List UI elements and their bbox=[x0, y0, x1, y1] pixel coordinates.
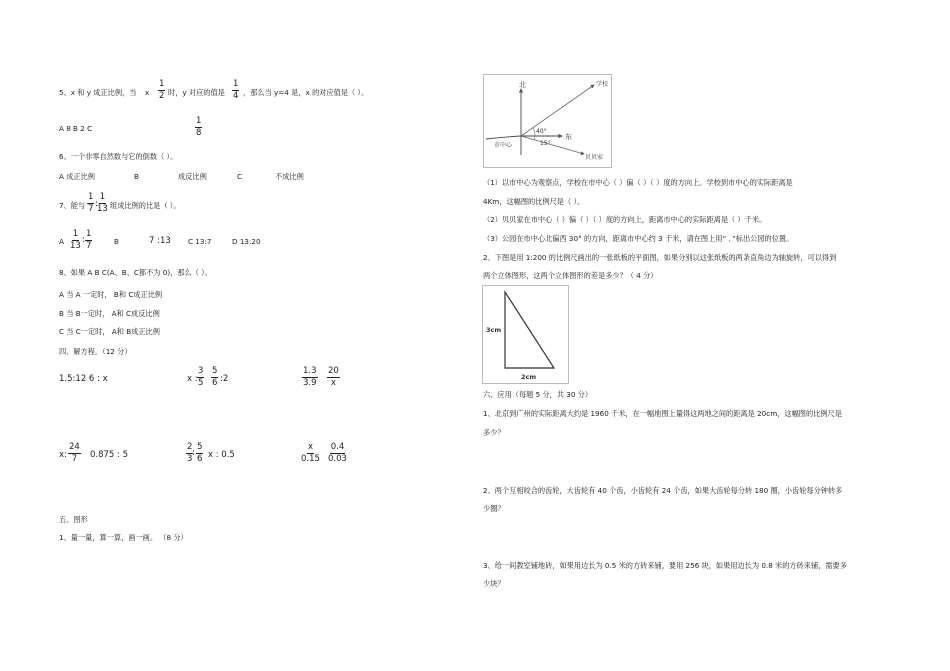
map-question-1: （1）以市中心为观察点，学校在市中心（ ）偏（ ）（ ）度的方向上。学校到市中心的实际距离是 bbox=[483, 178, 793, 187]
equation-2-rest: :2 bbox=[220, 374, 229, 384]
denominator: 3.9 bbox=[303, 377, 317, 388]
q5-fraction-1 bbox=[158, 80, 165, 100]
equation-6-fraction-1 bbox=[301, 443, 320, 463]
section-5-title: 五、图形 bbox=[59, 515, 88, 524]
denominator: 13 bbox=[97, 203, 108, 214]
q7-option-a-colon: : bbox=[82, 235, 85, 245]
denominator: 13 bbox=[70, 240, 81, 251]
equation-5-rest: x : 0.5 bbox=[208, 450, 235, 460]
angle-15-arc bbox=[534, 136, 535, 140]
denominator: 7 bbox=[71, 453, 78, 464]
map-question-3: （3）公园在市中心北偏西 30° 的方向，距离市中心约 3 千米，请在图上用“ ．”标出公园的位置。 bbox=[483, 234, 794, 243]
q8-option-a: A 当 A 一定时， B和 C成正比例 bbox=[59, 290, 163, 299]
numerator: 1.3 bbox=[303, 366, 317, 376]
equation-2-x: x : bbox=[187, 374, 198, 384]
map-question-2: （2）贝贝家在市中心（ ）偏（ ）（ ）度的方向上，距离市中心的实际距离是（ ）千米。 bbox=[483, 215, 767, 224]
q7-option-d: D 13:20 bbox=[232, 237, 261, 246]
q6-option-b: B bbox=[134, 172, 139, 181]
map-question-1-continued: 4Km，这幅图的比例尺是（ ）。 bbox=[483, 197, 585, 206]
q2-text-continued: 两个立体图形，这两个立体图形的差是多少？（ 4 分） bbox=[483, 271, 658, 280]
map-label-40-degrees: 40° bbox=[536, 128, 547, 135]
beibei-direction-line bbox=[521, 136, 584, 154]
map-label-east: 东 bbox=[565, 133, 572, 141]
equation-4-fraction bbox=[68, 443, 81, 463]
application-q1: 1、北京到广州的实际距离大约是 1960 千米，在一幅地图上量得这两地之间的距离是 20cm，这幅图的比例尺是 bbox=[483, 409, 842, 418]
numerator: 1 bbox=[88, 192, 94, 202]
denominator: 3 bbox=[187, 453, 193, 464]
application-q3: 3、给一间教室铺地砖，如果用边长为 0.5 米的方砖来铺，要用 256 块，如果用边长为 0.8 米的方砖来铺，需要多 bbox=[483, 561, 847, 570]
q7-option-a-fraction-2 bbox=[85, 230, 92, 250]
q7-text-a: 7、能与 bbox=[59, 201, 86, 210]
q7-text-b: 组成比例的比是（ ）。 bbox=[110, 201, 181, 210]
equation-1: 1.5:12 6 : x bbox=[59, 374, 108, 384]
angle-40-arc bbox=[533, 128, 535, 136]
denominator: 5 bbox=[198, 377, 204, 388]
numerator: 3 bbox=[198, 366, 204, 376]
q5-options: A 8 B 2 C bbox=[59, 124, 93, 133]
q7-fraction-1 bbox=[87, 193, 94, 213]
equation-3-fraction-2 bbox=[327, 367, 340, 387]
q5-fraction-2 bbox=[232, 80, 239, 100]
numerator: 24 bbox=[69, 442, 80, 452]
triangle-side-label: 3cm bbox=[486, 326, 502, 334]
q6-text: 6、一个非零自然数与它的倒数（ ）。 bbox=[59, 152, 178, 161]
numerator: 20 bbox=[328, 366, 339, 376]
q5-text-a: 5、x 和 y 成正比例，当 bbox=[59, 88, 137, 97]
denominator: x bbox=[330, 377, 336, 388]
numerator: 5 bbox=[197, 442, 203, 452]
section-6-title: 六、应用（每题 5 分，共 30 分） bbox=[483, 390, 593, 399]
numerator: 1 bbox=[99, 192, 106, 202]
denominator: 6 bbox=[212, 377, 218, 388]
numerator: 1 bbox=[72, 229, 79, 239]
map-label-school: 学校 bbox=[596, 81, 609, 88]
equation-2-fraction-2 bbox=[211, 367, 218, 387]
equation-2-fraction-1 bbox=[197, 367, 204, 387]
q7-option-a: A bbox=[59, 237, 64, 246]
direction-map-svg bbox=[484, 75, 611, 167]
application-q2: 2、两个互相咬合的齿轮，大齿轮有 40 个齿，小齿轮有 24 个齿，如果大齿轮每分转 180 圈，小齿轮每分钟转多 bbox=[483, 486, 843, 495]
q7-option-c: C 13:7 bbox=[188, 237, 212, 246]
q6-option-a: A 成正比例 bbox=[59, 172, 95, 181]
q6-option-b-text: 成反比例 bbox=[178, 172, 207, 181]
equation-4-x: x: bbox=[59, 450, 67, 460]
equation-3-fraction-1 bbox=[302, 367, 318, 387]
numerator: 2 bbox=[187, 442, 193, 452]
q7-colon: : bbox=[95, 199, 98, 209]
numerator: 0.4 bbox=[330, 442, 345, 452]
denominator: 8 bbox=[196, 127, 202, 138]
q2-text: 2、下图是用 1:200 的比例尺画出的一张纸板的平面图，如果分别以这张纸板的两条直角边为轴旋转，可以得到 bbox=[483, 253, 837, 262]
school-direction-line bbox=[521, 85, 594, 136]
q5-text-b: 时，y 对应的值是 bbox=[168, 88, 225, 97]
equation-5-colon: : bbox=[192, 448, 195, 458]
numerator: 1 bbox=[233, 79, 239, 89]
q5-option-c-fraction bbox=[195, 117, 202, 137]
denominator: 0.15 bbox=[301, 453, 320, 464]
denominator: 0.03 bbox=[328, 453, 347, 464]
denominator: 7 bbox=[86, 240, 92, 251]
map-label-center: 市中心 bbox=[494, 142, 513, 149]
triangle-figure bbox=[482, 285, 569, 384]
numerator: 1 bbox=[86, 229, 92, 239]
equation-4-rest: 0.875 : 5 bbox=[90, 450, 129, 460]
denominator: 6 bbox=[197, 453, 203, 464]
q7-option-b-value: 7 :13 bbox=[149, 236, 171, 246]
map-label-beibei: 贝贝家 bbox=[585, 154, 604, 161]
q5-var-x: x bbox=[145, 88, 150, 97]
right-triangle bbox=[505, 292, 554, 368]
q5-text-c: ，那么当 y=4 是，x 的对应值是（ ）。 bbox=[243, 88, 369, 97]
numerator: 5 bbox=[212, 366, 218, 376]
triangle-svg bbox=[483, 286, 568, 383]
q7-option-a-fraction-1 bbox=[70, 230, 81, 250]
section-4-title: 四、解方程。（12 分） bbox=[59, 347, 132, 356]
q8-option-c: C 当 C一定时， A和 B成正比例 bbox=[59, 327, 160, 336]
numerator: 1 bbox=[196, 116, 202, 126]
application-q2-continued: 少圈？ bbox=[483, 504, 505, 513]
equation-6-fraction-2 bbox=[328, 443, 347, 463]
application-q1-continued: 多少？ bbox=[483, 428, 505, 437]
denominator: 7 bbox=[88, 203, 94, 214]
denominator: 4 bbox=[233, 90, 239, 101]
denominator: 2 bbox=[159, 90, 165, 101]
section-5-q1: 1、量一量，算一算，画一画。 （8 分） bbox=[59, 533, 188, 542]
direction-map-figure bbox=[483, 74, 612, 168]
q7-fraction-2 bbox=[97, 193, 108, 213]
q8-text: 8、如果 A B C(A、B、C都不为 0)，那么（ ）。 bbox=[59, 268, 212, 277]
equation-5-fraction-2 bbox=[196, 443, 203, 463]
q6-option-c: C bbox=[237, 172, 243, 181]
triangle-base-label: 2cm bbox=[521, 373, 537, 381]
application-q3-continued: 少块？ bbox=[483, 579, 505, 588]
q8-option-b: B 当 B一定时， A和 C成反比例 bbox=[59, 309, 160, 318]
q6-option-c-text: 不成比例 bbox=[275, 172, 304, 181]
numerator: x bbox=[307, 442, 313, 452]
q7-option-b: B bbox=[114, 237, 119, 246]
numerator: 1 bbox=[159, 79, 165, 89]
map-label-15-degrees: 15° bbox=[540, 140, 551, 147]
map-label-north: 北 bbox=[519, 81, 526, 89]
